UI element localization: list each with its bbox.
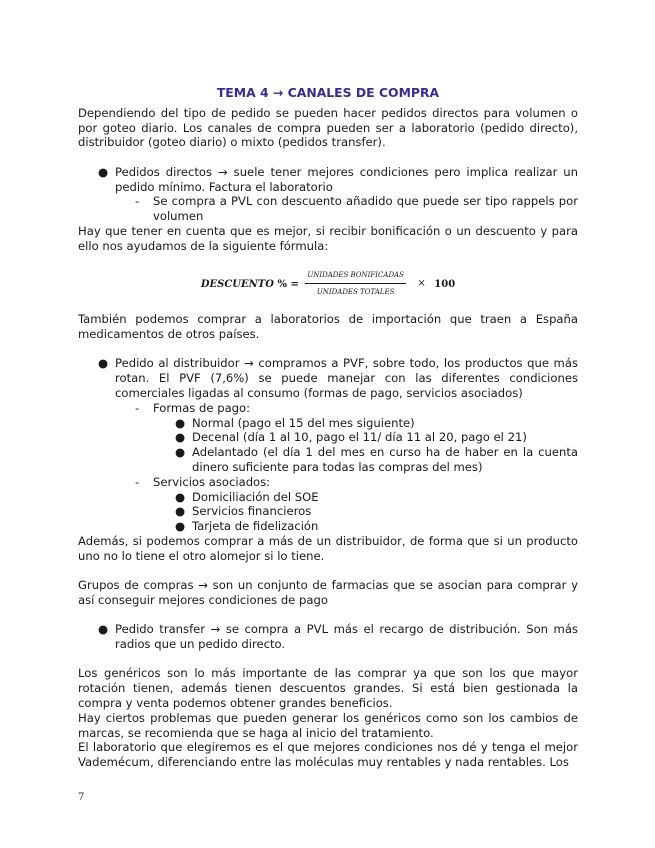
bullet-icon: ● [175,489,186,504]
list-item-pedidos-directos [78,165,578,195]
list-item-text: Decenal (día 1 al 10, pago el 11/ día 11 al 20, pago el 21) [192,430,527,445]
formula-lhs: DESCUENTO [200,278,274,290]
list-item-pedido-transfer [78,622,578,652]
formula-factor: 100 [434,278,456,290]
formula-denominator: UNIDADES TOTALES [316,288,395,297]
discount-formula [78,268,578,301]
list-item [78,490,578,505]
list-item-text: Pedido transfer → se compra a PVL más el recargo de distribución. Son más radios que un pedido directo. [115,622,578,652]
document-page [78,86,578,770]
list-item-text: Tarjeta de fidelización [192,519,319,534]
dash-icon: - [135,194,140,209]
intro-paragraph: Dependiendo del tipo de pedido se pueden hacer pedidos directos para volumen o por goteo diario. Los canales de compra pueden ser a laboratorio (pedido directo), distribuidor (goteo diario) o mixto (pedidos transfer). [78,105,578,150]
laboratorio-paragraph: El laboratorio que elegiremos es el que mejores condiciones nos dé y tenga el mejor Vademécum, diferenciando entre las moléculas muy rentables y nada rentables. Los [78,740,578,770]
bullet-icon: ● [175,504,186,519]
sublist-item-text: Servicios asociados: [153,474,271,489]
list-item-text: Adelantado (el día 1 del mes en curso ha de haber en la cuenta dinero suficiente para todas las compras del mes) [192,445,578,474]
page-title: TEMA 4 → CANALES DE COMPRA [216,85,440,100]
formula-equals: = [290,278,299,290]
genericos-paragraph: Los genéricos son lo más importante de las comprar ya que son los que mayor rotación tienen, además tienen descuentos grandes. Si está bien gestionada la compra y venta podemos obtener grandes beneficios. [78,666,578,711]
list-item [78,416,578,431]
sublist-item-pvl [78,194,578,224]
bullet-icon: ● [175,519,186,534]
sublist-item-text: Formas de pago: [153,400,251,415]
dash-icon: - [135,400,140,415]
list-item-text: Pedidos directos → suele tener mejores condiciones pero implica realizar un pedido mínimo. Factura el laboratorio [115,164,578,194]
importacion-paragraph: También podemos comprar a laboratorios de importación que traen a España medicamentos de otros países. [78,312,578,341]
list-item-text: Normal (pago el 15 del mes siguiente) [192,415,415,430]
sublist-item-text: Se compra a PVL con descuento añadido que puede ser tipo rappels por volumen [153,194,578,224]
grupos-paragraph: Grupos de compras → son un conjunto de farmacias que se asocian para comprar y así conseguir mejores condiciones de pago [78,578,578,607]
ademas-paragraph: Además, si podemos comprar a más de un distribuidor, de forma que si un producto uno no lo tiene el otro alomejor si lo tiene. [78,533,578,563]
formula-percent: % [277,278,287,290]
list-item [78,430,578,445]
page-number: 7 [78,792,85,803]
list-item [78,445,578,475]
list-item [78,504,578,519]
formula-intro-paragraph: Hay que tener en cuenta que es mejor, si recibir bonificación o un descuento y para ello nos ayudamos de la siguiente fórmula: [78,223,578,253]
formula-numerator: UNIDADES BONIFICADAS [305,268,406,285]
bullet-icon: ● [98,622,109,637]
bullet-icon: ● [98,164,109,179]
bullet-icon: ● [175,415,186,430]
list-item-text: Domiciliación del SOE [192,489,319,504]
list-item-pedido-distribuidor [78,356,578,400]
bullet-icon: ● [175,430,186,445]
list-item-text: Pedido al distribuidor → compramos a PVF, sobre todo, los productos que más rotan. El PVF (7,6%) se puede manejar con las diferentes condiciones comerciales ligadas al consumo (formas de pago, servicios asociados) [115,356,578,400]
formula-fraction [305,268,406,301]
problemas-paragraph: Hay ciertos problemas que pueden generar los genéricos como son los cambios de marcas, se recomienda que se haga al inicio del tratamiento. [78,710,578,740]
list-item [78,519,578,534]
list-item-text: Servicios financieros [192,504,312,519]
sublist-item-formas-pago [78,401,578,416]
formula-times: × [417,278,426,290]
bullet-icon: ● [98,356,109,371]
dash-icon: - [135,474,140,489]
sublist-item-servicios [78,475,578,490]
bullet-icon: ● [175,445,186,460]
